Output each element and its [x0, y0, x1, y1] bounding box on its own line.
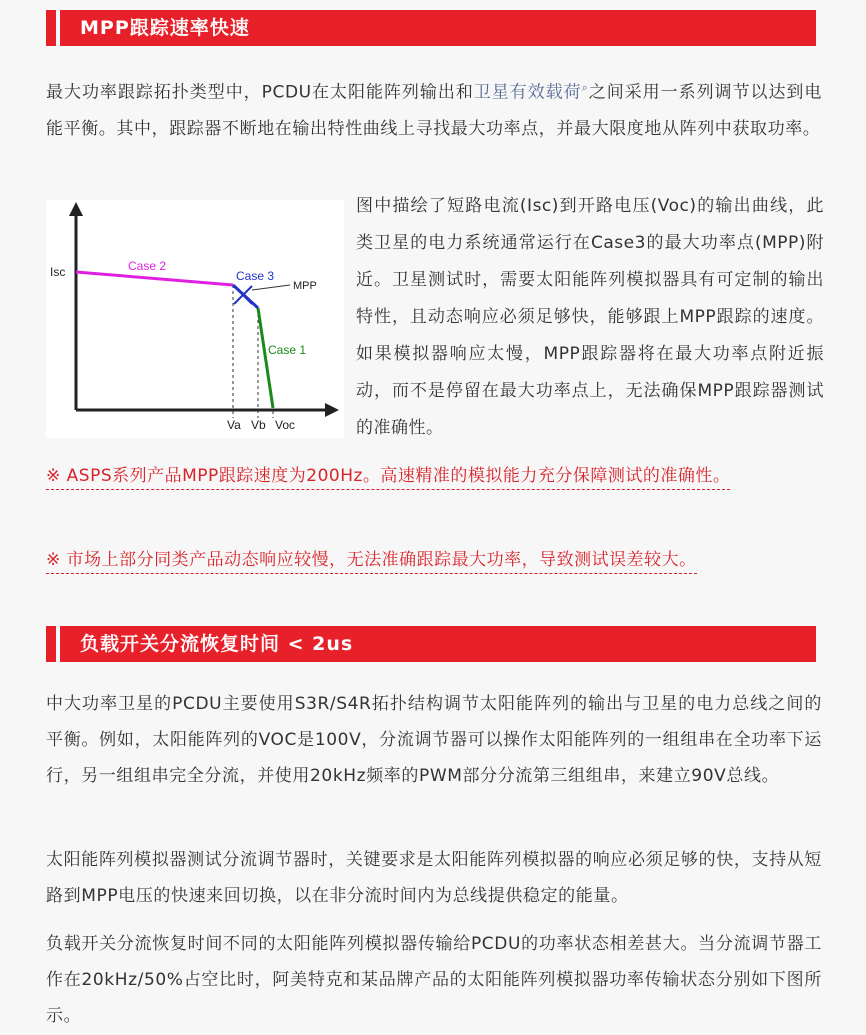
- vb-label: Vb: [251, 418, 266, 432]
- section-title: MPP跟踪速率快速: [80, 17, 250, 39]
- x-axis-arrow: [325, 403, 339, 417]
- iv-curve-figure: [46, 200, 344, 438]
- intro-text-start: 最大功率跟踪拓扑类型中，PCDU在太阳能阵列输出和: [46, 82, 474, 103]
- shunt-paragraph-2: 太阳能阵列模拟器测试分流调节器时，关键要求是太阳能阵列模拟器的响应必须足够的快，支持从短路到MPP电压的快速来回切换，以在非分流时间内为总线提供稳定的能量。: [46, 850, 822, 906]
- note-competitor: [46, 542, 822, 578]
- payload-link[interactable]: 卫星有效载荷: [473, 82, 582, 103]
- y-axis-arrow: [69, 202, 83, 216]
- search-icon[interactable]: ⌕: [581, 81, 589, 94]
- case2-curve: [76, 272, 233, 285]
- note-competitor-text: ※ 市场上部分同类产品动态响应较慢，无法准确跟踪最大功率，导致测试误差较大。: [46, 550, 697, 574]
- section-header-mpp: [46, 10, 816, 46]
- case3-label: Case 3: [236, 269, 275, 283]
- intro-paragraph: [46, 70, 822, 147]
- case1-label: Case 1: [268, 343, 307, 357]
- mpp-pointer: [252, 285, 290, 290]
- shunt-paragraph-1: 中大功率卫星的PCDU主要使用S3R/S4R拓扑结构调节太阳能阵列的输出与卫星的电力总线之间的平衡。例如，太阳能阵列的VOC是100V，分流调节器可以操作太阳能阵列的一组组串在全功率下运行，另一组组串完全分流，并使用20kHz频率的PWM部分分流第三组组串，来建立90V总线。: [46, 694, 822, 786]
- note-asps-text: ※ ASPS系列产品MPP跟踪速度为200Hz。高速精准的模拟能力充分保障测试的准确性。: [46, 466, 730, 490]
- intro-text-end: 之间采用一系列调节以达到电能平衡。其中，跟踪器不断地在输出特性曲线上寻找最大功率点，并最大限度地从阵列中获取功率。: [46, 82, 822, 139]
- case2-label: Case 2: [128, 259, 167, 273]
- section-header-shunt: [46, 626, 816, 662]
- va-label: Va: [227, 418, 241, 432]
- voc-label: Voc: [275, 418, 296, 432]
- isc-label: Isc: [50, 265, 66, 279]
- iv-curve-chart: [46, 200, 344, 438]
- figure-description: 图中描绘了短路电流(Isc)到开路电压(Voc)的输出曲线，此类卫星的电力系统通常运行在Case3的最大功率点(MPP)附近。卫星测试时，需要太阳能阵列模拟器具有可定制的输出特性，且动态响应必须足够快，能够跟上MPP跟踪的速度。如果模拟器响应太慢，MPP跟踪器将在最大功率点附近振动，而不是停留在最大功率点上，无法确保MPP跟踪器测试的准确性。: [356, 196, 824, 438]
- mpp-label: MPP: [293, 280, 317, 292]
- note-asps-speed: [46, 458, 822, 494]
- shunt-paragraph-3: 负载开关分流恢复时间不同的太阳能阵列模拟器传输给PCDU的功率状态相差甚大。当分流调节器工作在20kHz/50%占空比时，阿美特克和某品牌产品的太阳能阵列模拟器功率传输状态分别如下图所示。: [46, 934, 822, 1026]
- case1-curve: [258, 308, 273, 408]
- section-title: 负载开关分流恢复时间 < 2us: [80, 633, 354, 655]
